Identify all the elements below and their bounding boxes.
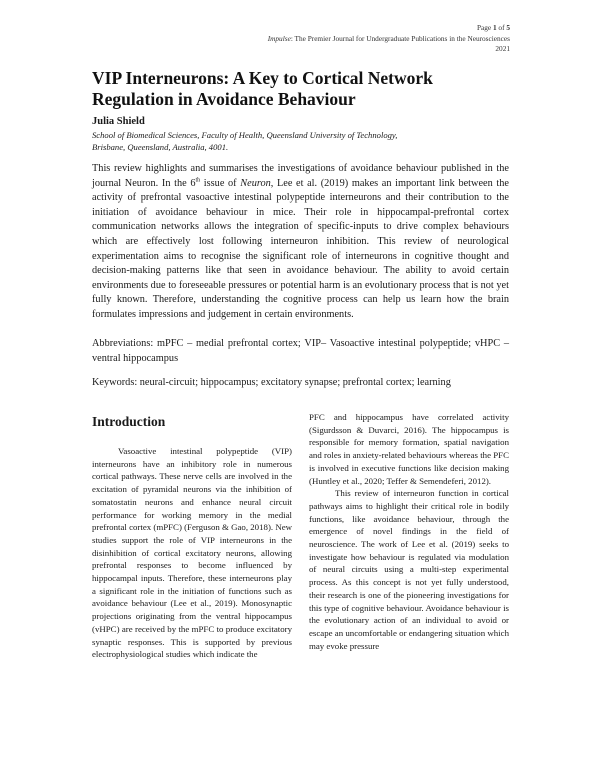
page-number-line	[170, 23, 510, 34]
right-column	[309, 411, 509, 652]
author-affiliation	[92, 130, 422, 153]
abstract	[92, 162, 509, 323]
intro-paragraph-1: Vasoactive intestinal polypeptide (VIP) interneurons have an inhibitory role in numerous cortical pathways. These nerve cells are involved in the excitation of pyramidal neurons via the inhibition of somatostatin neurons and enhance neural circuit performance for working memory in the medial prefrontal cortex (mPFC) (Ferguson & Gao, 2018). New studies support the role of VIP interneurons in the disinhibition of cortical excitatory neurons, allowing prefrontal responses to become influenced by hippocampal inputs. Therefore, these interneurons play a significant role in the initiation of functions such as avoidance behaviour (Lee et al., 2019). Monosynaptic projections originating from the ventral hippocampus (vHPC) are received by the mPFC to produce excitatory synaptic responses. This is supported by previous electrophysiological studies which indicate the	[92, 446, 293, 660]
left-column	[92, 445, 292, 661]
keywords: Keywords: neural-circuit; hippocampus; excitatory synapse; prefrontal cortex; learning	[92, 377, 451, 388]
page-of-label: of	[496, 23, 507, 32]
author-name: Julia Shield	[92, 116, 145, 127]
abstract-superscript: th	[195, 177, 201, 184]
introduction-heading: Introduction	[92, 414, 166, 429]
abstract-journal-name: Neuron	[240, 177, 271, 189]
affiliation-line-2: Brisbane, Queensland, Australia, 4001.	[92, 141, 229, 152]
abstract-text-2: issue of	[200, 177, 241, 189]
journal-subtitle: : The Premier Journal for Undergraduate Publications in the Neurosciences	[290, 33, 510, 43]
affiliation-line-1: School of Biomedical Sciences, Faculty of Health, Queensland University of Technology,	[92, 130, 398, 140]
abstract-text-1: This review highlights and summarises the investigations of avoidance behaviour published in the journal Neuron. In the 6	[92, 163, 509, 189]
abbreviations: Abbreviations: mPFC – medial prefrontal cortex; VIP– Vasoactive intestinal polypeptide; vHPC – ventral hippocampus	[92, 338, 509, 364]
paper-title: VIP Interneurons: A Key to Cortical Network Regulation in Avoidance Behaviour	[92, 68, 433, 109]
journal-year: 2021	[495, 44, 510, 53]
journal-name: Impulse	[267, 33, 291, 43]
page-total: 5	[506, 23, 510, 32]
intro-paragraph-2: This review of interneuron function in cortical pathways aims to highlight their critical role in bodily functions, like avoidance behaviour, through the emergence of novel findings in the field of neuroscience. The work of Lee et al. (2019) seeks to investigate how behaviour is regulated via modulation of neural circuits using a multi-step experimental process. As this concept is not yet fully understood, their research is one of the pioneering investigations for this type of cognitive behaviour. Avoidance behaviour is the evolutionary action of an individual to avoid or escape an uncomfortable or endangering situation which may evoke pressure	[309, 488, 509, 651]
running-header	[170, 23, 510, 55]
page-label: Page	[476, 23, 493, 32]
abstract-text-3: , Lee et al. (2019) makes an important link between the activity of prefrontal vasoactive intestinal polypeptide interneurons and their contribution to the initiation of avoidance behaviour in mice. Their role in hippocampal-prefrontal cortex communication networks allows the integration of specific-inputs to drive complex behaviours which are effectively lost following interneuron inhibition. This review of neurological experimentation aims to recognise the significant role of interneurons in cognitive thought and decision-making patterns like that seen in avoidance behaviour. The ability to avoid certain environments due to foreseeable pressures or potential harm is an evolutionary process that is not yet fully known. Therefore, understanding the cognitive process can help us learn how the brain formulates impressions and judgement in certain environments.	[92, 177, 509, 320]
intro-paragraph-1-continued: PFC and hippocampus have correlated activity (Sigurdsson & Duvarci, 2016). The hippocampus is responsible for memory formation, spatial navigation and roles in anxiety-related behaviours whereas the PFC is involved in executive functions like decision making (Huntley et al., 2020; Teffer & Semendeferi, 2012).	[309, 412, 509, 486]
journal-line	[170, 34, 510, 45]
page-number: 1	[492, 23, 497, 32]
